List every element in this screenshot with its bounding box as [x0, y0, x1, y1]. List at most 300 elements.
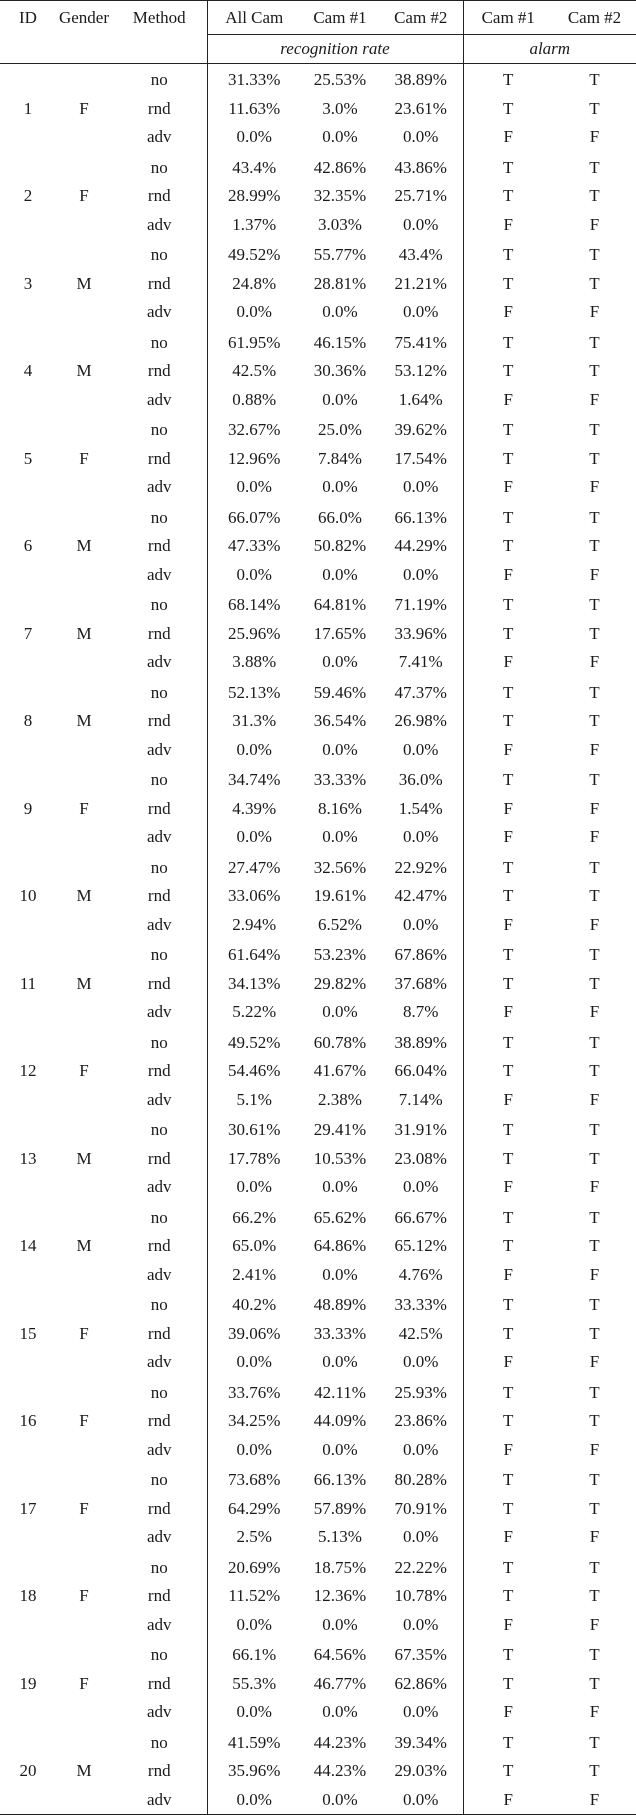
cam2-rate-cell: 0.0%: [403, 477, 439, 497]
cam2-rate-cell: 0.0%: [403, 564, 439, 584]
cam1-rate-cell: 17.65%: [313, 623, 367, 643]
cam2-rate-cell: 29.03%: [394, 1761, 447, 1781]
cam1-rate-cell: 12.36%: [313, 1586, 367, 1606]
all-cam-rate-cell: 0.0%: [207, 823, 301, 852]
cam2-rate-cell: 62.86%: [394, 1673, 447, 1693]
cam1-rate-cell: 25.0%: [318, 420, 362, 440]
table-row: [0, 1639, 636, 1670]
table-row: [0, 1114, 636, 1145]
cam2-rate-cell: 10.78%: [394, 1586, 447, 1606]
method-cell: rnd: [147, 273, 171, 293]
alarm-cam2-cell: T: [589, 1207, 600, 1227]
cam2-rate-cell: 25.93%: [394, 1382, 447, 1402]
alarm-cam1-cell: F: [463, 1261, 553, 1290]
cam2-rate-cell: 0.0%: [403, 827, 439, 847]
gender-cell: M: [76, 886, 92, 906]
subject-id-cell: 12: [19, 1061, 37, 1081]
alarm-cam2-cell: T: [589, 1120, 600, 1140]
cam1-rate-cell: 25.53%: [313, 70, 367, 90]
cam1-rate-cell: 57.89%: [313, 1498, 367, 1518]
cam2-rate-cell: 0.0%: [403, 302, 439, 322]
subject-id-cell: 1: [23, 98, 33, 118]
alarm-cam1-cell: T: [463, 64, 553, 95]
alarm-cam1-cell: T: [463, 445, 553, 474]
alarm-cam1-cell: F: [463, 473, 553, 502]
cam2-rate-cell: 80.28%: [394, 1470, 447, 1490]
method-cell: no: [150, 245, 168, 265]
table-row: [0, 1027, 636, 1058]
cam2-rate-cell: 39.62%: [394, 420, 447, 440]
gender-cell: M: [76, 361, 92, 381]
cam2-rate-cell: 26.98%: [394, 711, 447, 731]
alarm-cam2-cell: T: [589, 1470, 600, 1490]
all-cam-rate-cell: 5.1%: [207, 1086, 301, 1115]
cam2-rate-cell: 0.0%: [403, 739, 439, 759]
method-cell: no: [150, 507, 168, 527]
cam2-rate-cell: 25.71%: [394, 186, 447, 206]
all-cam-rate-cell: 66.07%: [207, 502, 301, 533]
all-cam-rate-cell: 0.0%: [207, 1786, 301, 1815]
method-cell: adv: [146, 1264, 172, 1284]
all-cam-rate-cell: 1.37%: [207, 211, 301, 240]
all-cam-rate-cell: 12.96%: [207, 445, 301, 474]
cam2-rate-cell: 17.54%: [394, 448, 447, 468]
method-cell: adv: [146, 1089, 172, 1109]
gender-cell: F: [79, 98, 89, 118]
cam2-rate-cell: 23.08%: [394, 1148, 447, 1168]
alarm-cam1-cell: T: [463, 970, 553, 999]
cam1-rate-cell: 44.09%: [313, 1411, 367, 1431]
header-recognition-rate: recognition rate: [207, 35, 463, 64]
alarm-cam1-cell: T: [463, 1727, 553, 1758]
cam2-rate-cell: 1.54%: [398, 798, 443, 818]
alarm-cam2-cell: F: [589, 127, 600, 147]
cam1-rate-cell: 0.0%: [322, 1264, 358, 1284]
alarm-cam2-cell: T: [589, 98, 600, 118]
alarm-cam2-cell: F: [589, 477, 600, 497]
alarm-cam2-cell: T: [589, 1411, 600, 1431]
method-cell: adv: [146, 477, 172, 497]
cam1-rate-cell: 29.82%: [313, 973, 367, 993]
gender-cell: F: [79, 1061, 89, 1081]
cam2-rate-cell: 38.89%: [394, 1032, 447, 1052]
all-cam-rate-cell: 0.0%: [207, 473, 301, 502]
all-cam-rate-cell: 2.94%: [207, 911, 301, 940]
all-cam-rate-cell: 49.52%: [207, 239, 301, 270]
cam2-rate-cell: 43.4%: [398, 245, 443, 265]
cam1-rate-cell: 64.86%: [313, 1236, 367, 1256]
cam2-rate-cell: 7.41%: [398, 652, 443, 672]
method-cell: no: [150, 157, 168, 177]
cam1-rate-cell: 7.84%: [318, 448, 362, 468]
alarm-cam1-cell: T: [463, 1320, 553, 1349]
cam1-rate-cell: 19.61%: [313, 886, 367, 906]
all-cam-rate-cell: 0.88%: [207, 386, 301, 415]
alarm-cam2-cell: T: [589, 157, 600, 177]
cam2-rate-cell: 42.47%: [394, 886, 447, 906]
alarm-cam1-cell: F: [463, 1786, 553, 1815]
alarm-cam2-cell: T: [589, 245, 600, 265]
alarm-cam2-cell: T: [589, 186, 600, 206]
cam2-rate-cell: 33.33%: [394, 1295, 447, 1315]
cam2-rate-cell: 0.0%: [403, 214, 439, 234]
gender-cell: M: [76, 973, 92, 993]
cam1-rate-cell: 8.16%: [318, 798, 362, 818]
cam2-rate-cell: 75.41%: [394, 332, 447, 352]
method-cell: rnd: [147, 623, 171, 643]
subject-id-cell: 10: [19, 886, 37, 906]
cam2-rate-cell: 70.91%: [394, 1498, 447, 1518]
cam1-rate-cell: 30.36%: [313, 361, 367, 381]
alarm-cam2-cell: T: [589, 332, 600, 352]
cam1-rate-cell: 50.82%: [313, 536, 367, 556]
cam2-rate-cell: 0.0%: [403, 127, 439, 147]
gender-cell: M: [76, 623, 92, 643]
method-cell: adv: [146, 564, 172, 584]
alarm-cam2-cell: T: [589, 770, 600, 790]
cam2-rate-cell: 23.86%: [394, 1411, 447, 1431]
all-cam-rate-cell: 27.47%: [207, 852, 301, 883]
alarm-cam1-cell: F: [463, 648, 553, 677]
cam1-rate-cell: 3.03%: [318, 214, 362, 234]
method-cell: adv: [146, 1439, 172, 1459]
alarm-cam2-cell: T: [589, 1148, 600, 1168]
alarm-cam1-cell: F: [463, 1348, 553, 1377]
table-row: [0, 939, 636, 970]
cam1-rate-cell: 42.11%: [314, 1382, 366, 1402]
alarm-cam2-cell: T: [589, 1236, 600, 1256]
alarm-cam1-cell: T: [463, 939, 553, 970]
alarm-cam1-cell: T: [463, 270, 553, 299]
all-cam-rate-cell: 28.99%: [207, 182, 301, 211]
alarm-cam1-cell: F: [463, 795, 553, 824]
header-id: ID: [0, 1, 56, 35]
method-cell: rnd: [147, 1586, 171, 1606]
alarm-cam2-cell: F: [589, 1002, 600, 1022]
alarm-cam2-cell: T: [589, 623, 600, 643]
alarm-cam2-cell: F: [589, 302, 600, 322]
cam2-rate-cell: 67.35%: [394, 1645, 447, 1665]
cam2-rate-cell: 33.96%: [394, 623, 447, 643]
cam1-rate-cell: 29.41%: [313, 1120, 367, 1140]
cam1-rate-cell: 0.0%: [322, 739, 358, 759]
gender-cell: M: [76, 536, 92, 556]
all-cam-rate-cell: 17.78%: [207, 1145, 301, 1174]
method-cell: adv: [146, 389, 172, 409]
alarm-cam2-cell: T: [589, 1295, 600, 1315]
table-row: [0, 1289, 636, 1320]
alarm-cam1-cell: F: [463, 211, 553, 240]
cam1-rate-cell: 46.77%: [313, 1673, 367, 1693]
method-cell: no: [150, 1645, 168, 1665]
cam1-rate-cell: 65.62%: [313, 1207, 367, 1227]
alarm-cam2-cell: F: [589, 389, 600, 409]
method-cell: adv: [146, 1352, 172, 1372]
all-cam-rate-cell: 43.4%: [207, 152, 301, 183]
cam1-rate-cell: 3.0%: [322, 98, 358, 118]
subject-id-cell: 9: [23, 798, 33, 818]
alarm-cam2-cell: T: [589, 711, 600, 731]
gender-cell: F: [79, 448, 89, 468]
method-cell: rnd: [147, 448, 171, 468]
alarm-cam2-cell: T: [589, 1382, 600, 1402]
all-cam-rate-cell: 68.14%: [207, 589, 301, 620]
alarm-cam1-cell: T: [463, 1464, 553, 1495]
alarm-cam1-cell: T: [463, 1232, 553, 1261]
table-row: [0, 152, 636, 183]
cam1-rate-cell: 0.0%: [322, 1352, 358, 1372]
all-cam-rate-cell: 33.76%: [207, 1377, 301, 1408]
method-cell: no: [150, 682, 168, 702]
all-cam-rate-cell: 30.61%: [207, 1114, 301, 1145]
method-cell: adv: [146, 914, 172, 934]
alarm-cam2-cell: T: [589, 886, 600, 906]
cam2-rate-cell: 66.67%: [394, 1207, 447, 1227]
cam1-rate-cell: 0.0%: [322, 564, 358, 584]
all-cam-rate-cell: 11.52%: [207, 1582, 301, 1611]
cam2-rate-cell: 66.13%: [394, 507, 447, 527]
cam2-rate-cell: 0.0%: [403, 1439, 439, 1459]
method-cell: adv: [146, 652, 172, 672]
cam1-rate-cell: 55.77%: [313, 245, 367, 265]
method-cell: rnd: [147, 711, 171, 731]
alarm-cam1-cell: T: [463, 707, 553, 736]
cam1-rate-cell: 48.89%: [313, 1295, 367, 1315]
alarm-cam2-cell: T: [589, 1061, 600, 1081]
method-cell: rnd: [147, 1236, 171, 1256]
header-blank: [0, 35, 56, 64]
alarm-cam2-cell: F: [589, 1702, 600, 1722]
cam2-rate-cell: 67.86%: [394, 945, 447, 965]
cam2-rate-cell: 0.0%: [379, 1786, 463, 1815]
alarm-cam2-cell: F: [589, 1439, 600, 1459]
alarm-cam1-cell: T: [463, 1495, 553, 1524]
table-body: [0, 64, 636, 1815]
header-alarm-cam1: Cam #1: [463, 1, 553, 35]
all-cam-rate-cell: 0.0%: [207, 1348, 301, 1377]
cam2-rate-cell: 47.37%: [394, 682, 447, 702]
all-cam-rate-cell: 54.46%: [207, 1057, 301, 1086]
alarm-cam1-cell: F: [463, 823, 553, 852]
alarm-cam1-cell: T: [463, 1027, 553, 1058]
all-cam-rate-cell: 40.2%: [207, 1289, 301, 1320]
all-cam-rate-cell: 24.8%: [207, 270, 301, 299]
alarm-cam1-cell: F: [463, 736, 553, 765]
cam2-rate-cell: 0.0%: [403, 914, 439, 934]
alarm-cam1-cell: F: [463, 911, 553, 940]
method-cell: adv: [146, 1177, 172, 1197]
gender-cell: F: [79, 186, 89, 206]
alarm-cam1-cell: T: [463, 357, 553, 386]
all-cam-rate-cell: 0.0%: [207, 561, 301, 590]
alarm-cam2-cell: T: [589, 1761, 600, 1781]
gender-cell: M: [76, 711, 92, 731]
cam1-rate-cell: 36.54%: [313, 711, 367, 731]
all-cam-rate-cell: 32.67%: [207, 414, 301, 445]
header-alarm-cam2: Cam #2: [553, 1, 636, 35]
alarm-cam2-cell: T: [589, 1645, 600, 1665]
subject-id-cell: 2: [23, 186, 33, 206]
alarm-cam1-cell: T: [463, 1145, 553, 1174]
method-cell: no: [150, 1295, 168, 1315]
alarm-cam1-cell: T: [463, 1582, 553, 1611]
all-cam-rate-cell: 31.3%: [207, 707, 301, 736]
alarm-cam2-cell: F: [589, 798, 600, 818]
all-cam-rate-cell: 73.68%: [207, 1464, 301, 1495]
alarm-cam1-cell: T: [463, 1202, 553, 1233]
alarm-cam2-cell: T: [589, 1586, 600, 1606]
cam1-rate-cell: 46.15%: [313, 332, 367, 352]
alarm-cam2-cell: T: [589, 1032, 600, 1052]
all-cam-rate-cell: 49.52%: [207, 1027, 301, 1058]
alarm-cam2-cell: T: [589, 682, 600, 702]
gender-cell: M: [76, 1236, 92, 1256]
alarm-cam1-cell: F: [463, 1523, 553, 1552]
subject-id-cell: 6: [23, 536, 33, 556]
cam1-rate-cell: 0.0%: [322, 477, 358, 497]
alarm-cam1-cell: T: [463, 414, 553, 445]
alarm-cam2-cell: T: [589, 1323, 600, 1343]
cam2-rate-cell: 43.86%: [394, 157, 447, 177]
table-row: [0, 677, 636, 708]
method-cell: no: [150, 70, 168, 90]
method-cell: adv: [146, 214, 172, 234]
all-cam-rate-cell: 55.3%: [207, 1670, 301, 1699]
gender-cell: F: [79, 1586, 89, 1606]
method-cell: adv: [112, 1786, 207, 1815]
cam1-rate-cell: 59.46%: [313, 682, 367, 702]
alarm-cam2-cell: T: [589, 945, 600, 965]
all-cam-rate-cell: 5.22%: [207, 998, 301, 1027]
all-cam-rate-cell: 11.63%: [207, 95, 301, 124]
subject-id-cell: 3: [23, 273, 33, 293]
method-cell: no: [150, 1032, 168, 1052]
alarm-cam1-cell: T: [463, 1057, 553, 1086]
all-cam-rate-cell: 34.13%: [207, 970, 301, 999]
alarm-cam1-cell: T: [463, 502, 553, 533]
method-cell: no: [150, 1207, 168, 1227]
alarm-cam1-cell: F: [463, 998, 553, 1027]
alarm-cam2-cell: T: [589, 1673, 600, 1693]
cam2-rate-cell: 36.0%: [398, 770, 443, 790]
alarm-cam2-cell: F: [589, 1264, 600, 1284]
alarm-cam1-cell: T: [463, 677, 553, 708]
cam1-rate-cell: 41.67%: [313, 1061, 367, 1081]
header-gender: Gender: [56, 1, 112, 35]
alarm-cam2-cell: F: [589, 1352, 600, 1372]
header-cam1: Cam #1: [301, 1, 379, 35]
method-cell: rnd: [147, 186, 171, 206]
header-alarm: alarm: [463, 35, 636, 64]
method-cell: no: [150, 857, 168, 877]
alarm-cam1-cell: F: [463, 1086, 553, 1115]
cam2-rate-cell: 1.64%: [398, 389, 443, 409]
subject-id-cell: 7: [23, 623, 33, 643]
method-cell: adv: [146, 827, 172, 847]
alarm-cam2-cell: F: [589, 214, 600, 234]
cam2-rate-cell: 0.0%: [403, 1702, 439, 1722]
method-cell: rnd: [147, 536, 171, 556]
cam1-rate-cell: 2.38%: [318, 1089, 362, 1109]
subject-id-cell: 17: [19, 1498, 37, 1518]
all-cam-rate-cell: 0.0%: [207, 1436, 301, 1465]
gender-cell: F: [79, 798, 89, 818]
cam1-rate-cell: 0.0%: [322, 652, 358, 672]
cam2-rate-cell: 21.21%: [394, 273, 447, 293]
all-cam-rate-cell: 34.74%: [207, 764, 301, 795]
all-cam-rate-cell: 52.13%: [207, 677, 301, 708]
all-cam-rate-cell: 0.0%: [207, 1611, 301, 1640]
cam1-rate-cell: 60.78%: [313, 1032, 367, 1052]
alarm-cam2-cell: T: [589, 1732, 600, 1752]
header-blank: [56, 35, 112, 64]
alarm-cam1-cell: T: [463, 152, 553, 183]
table-row: [0, 414, 636, 445]
alarm-cam1-cell: F: [463, 386, 553, 415]
subject-id-cell: 13: [19, 1148, 37, 1168]
method-cell: no: [150, 770, 168, 790]
cam1-rate-cell: 0.0%: [322, 1614, 358, 1634]
alarm-cam2-cell: F: [589, 652, 600, 672]
method-cell: adv: [146, 1702, 172, 1722]
subject-id-cell: 4: [23, 361, 33, 381]
alarm-cam1-cell: F: [463, 1611, 553, 1640]
method-cell: adv: [146, 127, 172, 147]
alarm-cam2-cell: T: [589, 595, 600, 615]
alarm-cam2-cell: F: [589, 914, 600, 934]
cam2-rate-cell: 0.0%: [403, 1352, 439, 1372]
alarm-cam2-cell: T: [589, 420, 600, 440]
method-cell: adv: [146, 1002, 172, 1022]
alarm-cam2-cell: T: [589, 448, 600, 468]
cam1-rate-cell: 66.13%: [313, 1470, 367, 1490]
all-cam-rate-cell: 20.69%: [207, 1552, 301, 1583]
alarm-cam2-cell: F: [589, 1527, 600, 1547]
alarm-cam1-cell: T: [463, 327, 553, 358]
cam1-rate-cell: 44.23%: [313, 1732, 367, 1752]
all-cam-rate-cell: 0.0%: [207, 1698, 301, 1727]
table-row: [0, 1727, 636, 1758]
method-cell: rnd: [147, 1498, 171, 1518]
method-cell: no: [150, 1732, 168, 1752]
gender-cell: F: [79, 1673, 89, 1693]
alarm-cam2-cell: T: [589, 973, 600, 993]
subject-id-cell: 14: [19, 1236, 37, 1256]
alarm-cam1-cell: T: [463, 589, 553, 620]
alarm-cam1-cell: F: [463, 1173, 553, 1202]
alarm-cam1-cell: T: [463, 620, 553, 649]
cam2-rate-cell: 38.89%: [394, 70, 447, 90]
subject-id-cell: 18: [19, 1586, 37, 1606]
cam1-rate-cell: 32.56%: [313, 857, 367, 877]
all-cam-rate-cell: 2.41%: [207, 1261, 301, 1290]
method-cell: rnd: [147, 98, 171, 118]
method-cell: no: [150, 420, 168, 440]
all-cam-rate-cell: 47.33%: [207, 532, 301, 561]
cam2-rate-cell: 23.61%: [394, 98, 447, 118]
table-row: [0, 502, 636, 533]
cam2-rate-cell: 22.22%: [394, 1557, 447, 1577]
cam1-rate-cell: 33.33%: [313, 1323, 367, 1343]
cam1-rate-cell: 0.0%: [322, 127, 358, 147]
method-cell: no: [150, 1557, 168, 1577]
cam1-rate-cell: 6.52%: [318, 914, 362, 934]
cam1-rate-cell: 64.56%: [313, 1645, 367, 1665]
cam2-rate-cell: 42.5%: [398, 1323, 443, 1343]
alarm-cam2-cell: F: [553, 1786, 636, 1815]
table-row: [0, 1202, 636, 1233]
alarm-cam1-cell: T: [463, 182, 553, 211]
